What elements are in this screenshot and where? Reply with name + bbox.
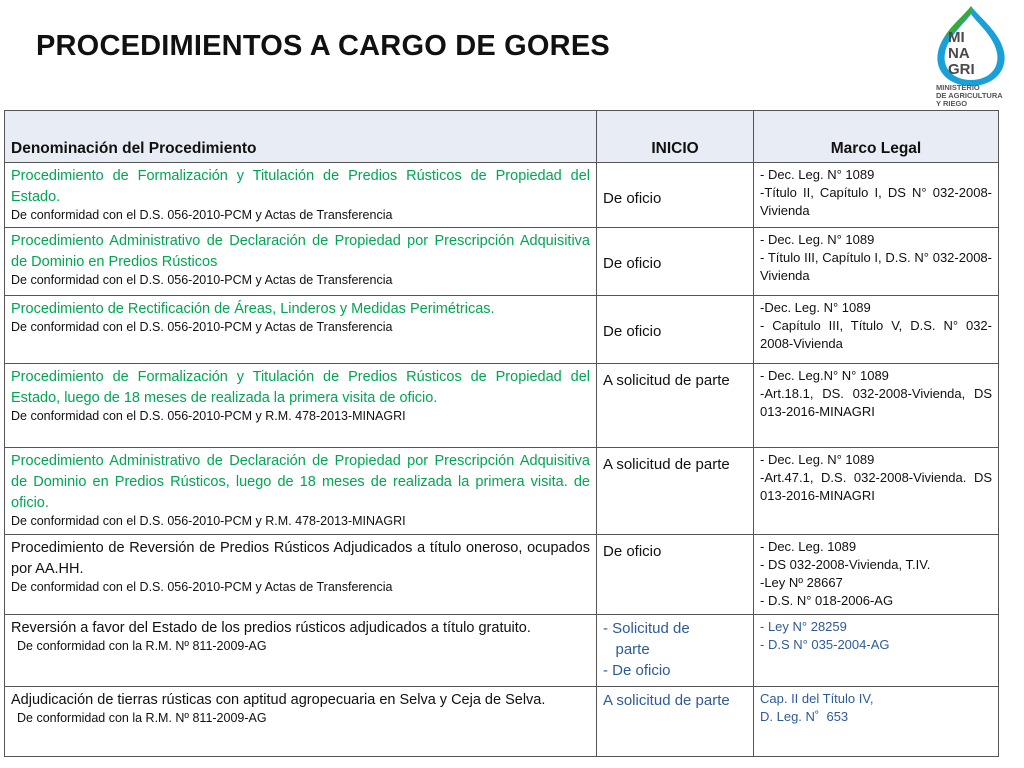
- marco-legal: - Dec. Leg.N° N° 1089 -Art.18.1, DS. 032-2008-Vivienda, DS 013-2016-MINAGRI: [760, 368, 992, 419]
- table-row: [5, 364, 999, 448]
- procedure-name: Procedimiento de Formalización y Titulación de Predios Rústicos de Propiedad del Estado.: [11, 168, 590, 205]
- marco-legal: - Dec. Leg. 1089 - DS 032-2008-Vivienda, T.IV. -Ley Nº 28667 - D.S. N° 018-2006-AG: [760, 539, 931, 608]
- table-row: [5, 535, 999, 615]
- procedure-cell: [5, 163, 597, 228]
- procedure-reference: De conformidad con el D.S. 056-2010-PCM y Actas de Transferencia: [11, 208, 393, 222]
- marco-cell: [754, 364, 999, 448]
- marco-legal: - Dec. Leg. N° 1089 - Título III, Capítulo I, D.S. N° 032-2008-Vivienda: [760, 232, 992, 283]
- marco-legal: - Ley N° 28259 - D.S N° 035-2004-AG: [760, 619, 890, 652]
- procedure-reference: De conformidad con el D.S. 056-2010-PCM y Actas de Transferencia: [11, 580, 393, 594]
- inicio-value: De oficio: [603, 190, 662, 207]
- procedure-name: Procedimiento Administrativo de Declaración de Propiedad por Prescripción Adquisitiva de Dominio en Predios Rústicos, luego de 18 meses de realizada la primera visita. de oficio.: [11, 453, 590, 511]
- procedure-cell: [5, 535, 597, 615]
- header-denominacion: Denominación del Procedimiento: [5, 111, 597, 163]
- table-row: [5, 615, 999, 687]
- marco-cell: [754, 535, 999, 615]
- procedure-name: Procedimiento Administrativo de Declaración de Propiedad por Prescripción Adquisitiva de Dominio en Predios Rústicos: [11, 233, 590, 270]
- procedure-name: Adjudicación de tierras rústicas con aptitud agropecuaria en Selva y Ceja de Selva.: [11, 692, 546, 708]
- marco-cell: [754, 228, 999, 296]
- inicio-value: De oficio: [603, 543, 662, 560]
- inicio-cell: [597, 228, 754, 296]
- procedure-name: Reversión a favor del Estado de los predios rústicos adjudicados a título gratuito.: [11, 620, 531, 636]
- marco-cell: [754, 687, 999, 757]
- inicio-cell: [597, 448, 754, 535]
- marco-cell: [754, 615, 999, 687]
- page-title: PROCEDIMIENTOS A CARGO DE GORES: [36, 30, 610, 62]
- logo-line-1: MI: [948, 29, 965, 46]
- procedure-cell: [5, 296, 597, 364]
- marco-legal: -Dec. Leg. N° 1089 - Capítulo III, Título V, D.S. N° 032-2008-Vivienda: [760, 300, 992, 351]
- logo-line-2: NA: [948, 45, 970, 62]
- inicio-cell: [597, 163, 754, 228]
- inicio-cell: [597, 535, 754, 615]
- procedure-cell: [5, 687, 597, 757]
- table-row: [5, 448, 999, 535]
- procedure-cell: [5, 364, 597, 448]
- procedure-reference: De conformidad con la R.M. Nº 811-2009-AG: [17, 711, 267, 725]
- procedure-name: Procedimiento de Reversión de Predios Rústicos Adjudicados a título oneroso, ocupados por AA.HH.: [11, 540, 590, 577]
- procedure-reference: De conformidad con el D.S. 056-2010-PCM y R.M. 478-2013-MINAGRI: [11, 514, 406, 528]
- procedure-cell: [5, 228, 597, 296]
- marco-cell: [754, 448, 999, 535]
- header-marco-legal: Marco Legal: [754, 111, 999, 163]
- procedure-reference: De conformidad con la R.M. Nº 811-2009-AG: [17, 639, 267, 653]
- inicio-value: A solicitud de parte: [603, 456, 730, 473]
- inicio-cell: [597, 687, 754, 757]
- marco-legal: - Dec. Leg. N° 1089 -Art.47.1, D.S. 032-2008-Vivienda. DS 013-2016-MINAGRI: [760, 452, 992, 503]
- inicio-value: De oficio: [603, 255, 662, 272]
- procedure-name: Procedimiento de Rectificación de Áreas, Linderos y Medidas Perimétricas.: [11, 301, 495, 317]
- procedure-reference: De conformidad con el D.S. 056-2010-PCM y R.M. 478-2013-MINAGRI: [11, 409, 406, 423]
- procedure-cell: [5, 615, 597, 687]
- procedures-table: [4, 110, 999, 757]
- inicio-value: De oficio: [603, 323, 662, 340]
- inicio-cell: [597, 296, 754, 364]
- procedure-reference: De conformidad con el D.S. 056-2010-PCM y Actas de Transferencia: [11, 320, 393, 334]
- procedure-cell: [5, 448, 597, 535]
- marco-cell: [754, 296, 999, 364]
- table-header-row: [5, 111, 999, 163]
- inicio-cell: [597, 615, 754, 687]
- inicio-value: - Solicitud de parte - De oficio: [603, 620, 690, 679]
- header-inicio: INICIO: [597, 111, 754, 163]
- inicio-value: A solicitud de parte: [603, 372, 730, 389]
- marco-legal: - Dec. Leg. N° 1089 -Título II, Capítulo I, DS N° 032-2008-Vivienda: [760, 167, 992, 218]
- table-row: [5, 687, 999, 757]
- table-row: [5, 296, 999, 364]
- procedure-name: Procedimiento de Formalización y Titulación de Predios Rústicos de Propiedad del Estado, luego de 18 meses de realizada la primera visita de oficio.: [11, 369, 590, 406]
- marco-cell: [754, 163, 999, 228]
- logo-subtitle: MINISTERIO DE AGRICULTURA Y RIEGO: [936, 83, 1003, 108]
- inicio-cell: [597, 364, 754, 448]
- marco-legal: Cap. II del Título IV, D. Leg. N˚ 653: [760, 691, 874, 724]
- inicio-value: A solicitud de parte: [603, 692, 730, 709]
- procedure-reference: De conformidad con el D.S. 056-2010-PCM y Actas de Transferencia: [11, 273, 393, 287]
- table-row: [5, 228, 999, 296]
- table-row: [5, 163, 999, 228]
- logo-line-3: GRI: [948, 61, 975, 78]
